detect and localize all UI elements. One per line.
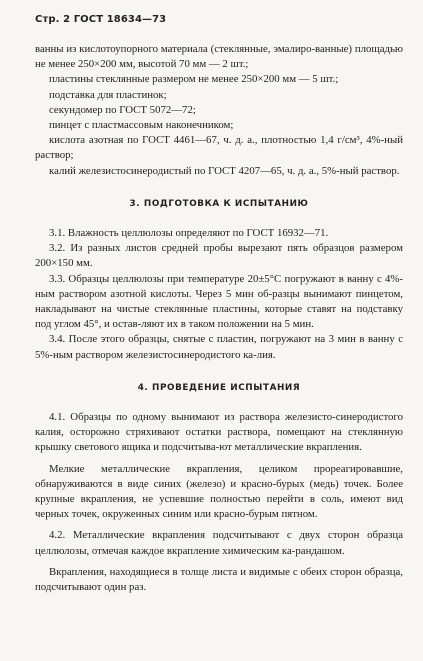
- equipment-item: калий железистосинеродистый по ГОСТ 4207—65, ч. д. а., 5%-ный раствор.: [49, 164, 400, 177]
- paragraph-4-2-note: Вкрапления, находящиеся в толще листа и видимые с обеих сторон образца, подсчитывают один раз.: [35, 565, 403, 594]
- equipment-item: пинцет с пластмассовым наконечником;: [49, 119, 234, 132]
- intro-continuation: ванны из кислотоупорного материала (стеклянные, эмалиро-ванные) площадью не менее 250×200 мм, высотой 70 мм — 2 шт.;: [35, 43, 403, 71]
- paragraph-4-1-note: Мелкие металлические вкрапления, целиком прореагировавшие, обнаруживаются в виде синих (железо) и красно-бурых (медь) точек. Более крупные вкрапления, не успевшие полностью перейти в соль, имеют вид черных точек, окруженных синим или красно-бурым пятном.: [35, 462, 403, 521]
- equipment-item: секундомер по ГОСТ 5072—72;: [49, 103, 196, 116]
- paragraph-3-3: 3.3. Образцы целлюлозы при температуре 20±5°С погружают в ванну с 4%-ным раствором азотной кислоты. Через 5 мин об-разцы вынимают пинцетом, накладывают на чистые стеклянные пластины, которые ставят на подставку под углом 45°, и остав-ляют их в таком положении на 5 мин.: [35, 272, 403, 331]
- document-body: [35, 42, 403, 595]
- equipment-item: кислота азотная по ГОСТ 4461—67, ч. д. а., плотностью 1,4 г/см³, 4%-ный раствор;: [35, 134, 403, 162]
- page-header: Стр. 2 ГОСТ 18634—73: [35, 14, 167, 25]
- equipment-item: пластины стеклянные размером не менее 250×200 мм — 5 шт.;: [49, 73, 339, 86]
- paragraph-3-1: 3.1. Влажность целлюлозы определяют по ГОСТ 16932—71.: [49, 227, 329, 240]
- paragraph-3-4: 3.4. После этого образцы, снятые с пластин, погружают на 3 мин в ванну с 5%-ным раствором железистосинеродистого ка-лия.: [35, 333, 403, 361]
- section-3-heading: 3. ПОДГОТОВКА К ИСПЫТАНИЮ: [129, 198, 309, 209]
- paragraph-3-2: 3.2. Из разных листов средней пробы вырезают пять образцов размером 200×150 мм.: [35, 242, 403, 270]
- equipment-item: подставка для пластинок;: [49, 88, 167, 101]
- section-4-heading: 4. ПРОВЕДЕНИЕ ИСПЫТАНИЯ: [137, 382, 301, 393]
- paragraph-4-2: 4.2. Металлические вкрапления подсчитывают с двух сторон образца целлюлозы, отмечая каждое вкрапление химическим ка-рандашом.: [35, 529, 403, 557]
- paragraph-4-1: 4.1. Образцы по одному вынимают из раствора железисто-синеродистого калия, осторожно стряхивают остатки раствора, помещают на стеклянную крышку светового ящика и подсчитыва-ют металлические вкрапления.: [35, 411, 403, 454]
